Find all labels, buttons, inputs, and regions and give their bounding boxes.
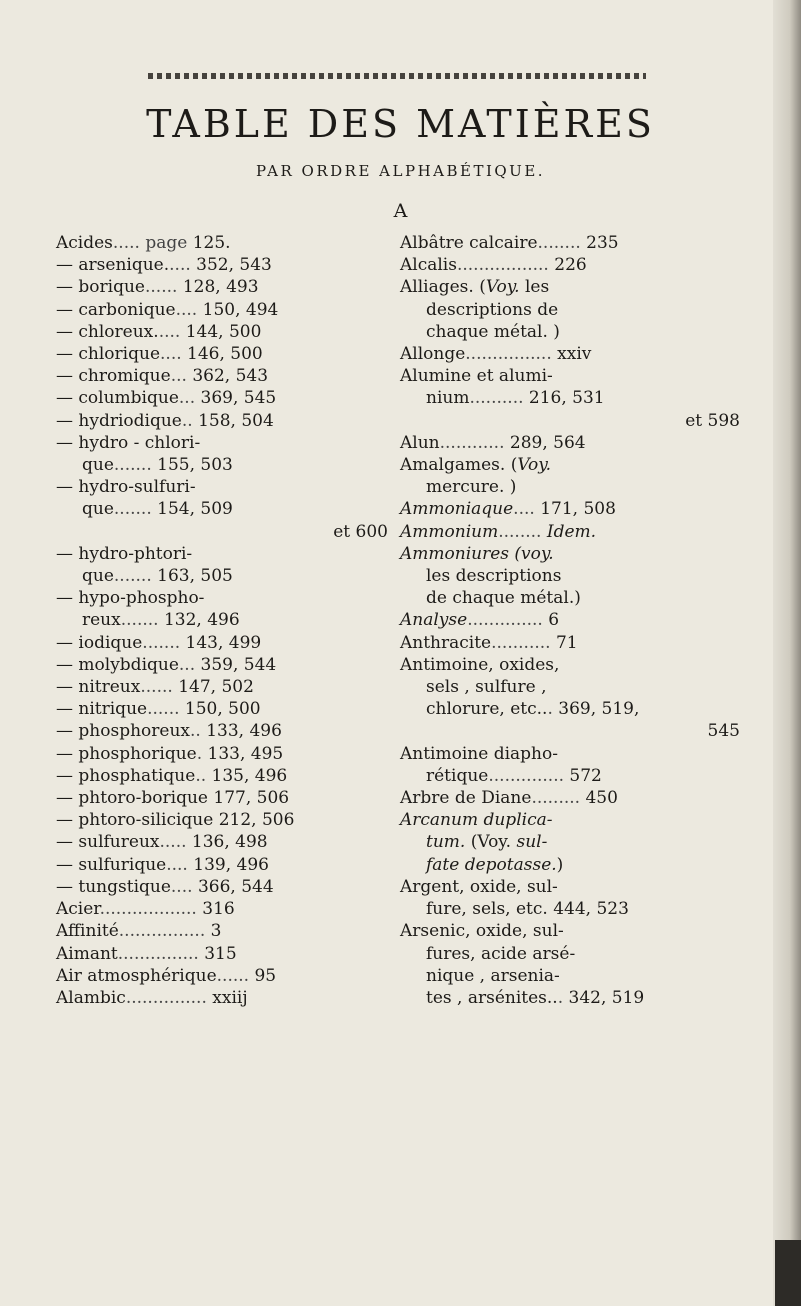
- entry-label: Acier: [56, 899, 100, 920]
- entry-pages: et 600: [333, 521, 388, 542]
- entry-pages: 125.: [192, 233, 231, 253]
- entry-label: ): [556, 854, 564, 875]
- index-entry: [400, 609, 740, 631]
- entry-label: — nitreux: [56, 677, 141, 698]
- index-entry: [56, 432, 388, 454]
- index-column-left: [56, 232, 388, 1009]
- entry-label: chlorure, etc..: [426, 699, 548, 720]
- index-entry: [400, 410, 740, 432]
- dot-leader: ...........: [491, 632, 551, 653]
- entry-label: Amalgames. (: [400, 455, 518, 476]
- index-entry: [56, 831, 388, 853]
- entry-label: les descriptions: [426, 566, 562, 587]
- entry-pages: 147, 502: [178, 677, 254, 698]
- index-entry: [56, 898, 388, 920]
- entry-label: Alumine et alumi-: [400, 366, 553, 387]
- dot-leader: ....: [513, 499, 535, 520]
- index-entry: [56, 965, 388, 987]
- dot-leader: .: [196, 743, 203, 764]
- entry-label: fure, sels, etc.: [426, 899, 548, 920]
- dot-leader: .......: [113, 499, 152, 520]
- dot-leader: ........: [498, 521, 542, 542]
- index-entry: [400, 299, 740, 321]
- entry-label: — molybdique: [56, 654, 179, 675]
- entry-pages: 359, 544: [200, 654, 277, 675]
- entry-label: Alcalis: [400, 255, 457, 276]
- page-edge: [773, 0, 801, 1306]
- index-entry: [56, 476, 388, 498]
- entry-label: Affinité: [56, 921, 119, 942]
- entry-label: chaque métal. ): [426, 321, 560, 342]
- entry-label: sels , sulfure ,: [426, 677, 547, 698]
- entry-pages: 136, 498: [191, 832, 268, 853]
- index-entry: [56, 743, 388, 765]
- entry-pages: 171, 508: [540, 499, 616, 520]
- entry-label: — phosphatique: [56, 765, 196, 786]
- entry-pages: 369, 519,: [558, 699, 640, 720]
- entry-pages: 369, 545: [200, 388, 277, 409]
- entry-pages: 315: [204, 943, 237, 964]
- entry-pages: 144, 500: [185, 321, 262, 342]
- entry-label: (voy.: [509, 543, 554, 564]
- entry-label: fures, acide arsé-: [426, 943, 576, 964]
- index-entry: [400, 876, 740, 898]
- dot-leader: ..... page: [112, 233, 188, 253]
- index-entry: [400, 521, 740, 543]
- index-entry: [56, 609, 388, 631]
- entry-pages: 158, 504: [198, 410, 274, 431]
- entry-label: Alun: [400, 432, 440, 453]
- dot-leader: .......: [120, 610, 159, 631]
- entry-label: Alliages. (: [400, 277, 486, 298]
- page-title: TABLE DES MATIÈRES: [146, 102, 655, 146]
- entry-pages: 3: [210, 921, 222, 942]
- dot-leader: ...............: [117, 943, 199, 964]
- index-entry: [400, 720, 740, 742]
- dot-leader: .......: [142, 632, 181, 653]
- entry-label: Air atmosphérique: [56, 965, 217, 986]
- entry-label: Aimant: [56, 943, 118, 964]
- index-entry: [56, 854, 388, 876]
- dot-leader: ................: [465, 344, 552, 365]
- entry-pages: 71: [555, 632, 578, 653]
- index-entry: [56, 787, 388, 809]
- entry-label: — sulfureux: [56, 832, 160, 853]
- entry-label: rétique: [426, 765, 489, 786]
- index-entry: [56, 410, 388, 432]
- index-entry: [56, 232, 388, 254]
- index-entry: [56, 587, 388, 609]
- entry-label: — iodique: [56, 632, 143, 653]
- index-entry: [400, 920, 740, 942]
- entry-pages: 444, 523: [553, 899, 629, 920]
- index-entry: [56, 521, 388, 543]
- index-entry: [400, 232, 740, 254]
- index-entry: [400, 632, 740, 654]
- entry-label: — phosphoreux: [56, 721, 190, 742]
- dot-leader: ......: [140, 677, 173, 698]
- dot-leader: ..: [189, 721, 201, 742]
- index-entry: [56, 276, 388, 298]
- entry-pages: 289, 564: [509, 432, 586, 453]
- index-entry: [56, 765, 388, 787]
- dot-leader: .: [557, 987, 564, 1008]
- dot-leader: .....: [159, 832, 187, 853]
- index-entry: [56, 720, 388, 742]
- entry-pages: 342, 519: [568, 987, 645, 1008]
- dot-leader: ...: [178, 388, 196, 409]
- index-entry: [56, 654, 388, 676]
- entry-pages: 133, 496: [206, 721, 282, 742]
- index-entry: [56, 254, 388, 276]
- entry-pages: 6: [548, 610, 560, 631]
- index-entry: [400, 276, 740, 298]
- dot-leader: ...: [170, 366, 187, 387]
- entry-label: Arcanum duplica-: [400, 810, 553, 831]
- dot-leader: ...............: [125, 987, 207, 1008]
- entry-pages: 352, 543: [196, 255, 272, 276]
- index-entry: [56, 809, 388, 831]
- dot-leader: ..........: [469, 388, 524, 409]
- index-entry: [400, 343, 740, 365]
- entry-label: Acides: [56, 233, 113, 253]
- index-entry: [400, 432, 740, 454]
- entry-label: nium: [426, 388, 470, 409]
- index-entry: [400, 321, 740, 343]
- entry-pages: 177, 506: [213, 788, 290, 809]
- index-entry: [56, 365, 388, 387]
- entry-label: — phtoro-borique: [56, 788, 208, 809]
- dot-leader: .................: [456, 255, 549, 276]
- entry-pages: 572: [569, 765, 602, 786]
- dot-leader: ....: [169, 255, 191, 276]
- entry-pages: 150, 494: [202, 299, 279, 320]
- binding-shadow: [775, 1240, 801, 1306]
- index-entry: [56, 565, 388, 587]
- entry-label: Analyse: [400, 610, 468, 631]
- index-entry: [56, 454, 388, 476]
- entry-pages: 212, 506: [218, 810, 295, 831]
- entry-label: Anthracite: [400, 632, 492, 653]
- entry-label: Voy.: [485, 277, 520, 298]
- entry-pages: 154, 509: [157, 499, 233, 520]
- dot-leader: ................: [118, 921, 206, 942]
- index-entry: [56, 943, 388, 965]
- index-entry: [56, 498, 388, 520]
- entry-label: tes , arsénites..: [426, 987, 558, 1008]
- entry-label: — chromique: [56, 366, 171, 387]
- index-entry: [56, 676, 388, 698]
- entry-label: que: [82, 566, 114, 587]
- entry-pages: 316: [202, 899, 235, 920]
- entry-label: que: [82, 455, 114, 476]
- entry-label: reux: [82, 610, 121, 631]
- entry-label: — tungstique: [56, 876, 171, 897]
- entry-label: Allonge: [400, 344, 466, 365]
- entry-pages: 150, 500: [184, 699, 261, 720]
- dot-leader: ..................: [99, 899, 197, 920]
- dot-leader: ....: [160, 344, 182, 365]
- dot-leader: ..: [195, 765, 207, 786]
- entry-label: — hypo-phospho-: [56, 588, 205, 609]
- entry-pages: 128, 493: [182, 277, 259, 298]
- entry-label: Arsenic, oxide, sul-: [400, 921, 564, 942]
- index-entry: [400, 365, 740, 387]
- entry-pages: 216, 531: [528, 388, 605, 409]
- index-entry: [56, 299, 388, 321]
- index-entry: [400, 787, 740, 809]
- index-entry: [56, 987, 388, 1009]
- dot-leader: ..............: [467, 610, 543, 631]
- decorative-rule: [148, 70, 646, 82]
- entry-pages: 146, 500: [187, 344, 263, 365]
- entry-label: de chaque métal.): [426, 588, 581, 609]
- dot-leader: ............: [439, 432, 505, 453]
- index-entry: [400, 498, 740, 520]
- dot-leader: ....: [170, 876, 193, 897]
- entry-label: — sulfurique: [56, 854, 167, 875]
- index-entry: [56, 543, 388, 565]
- entry-label: Antimoine, oxides,: [400, 654, 560, 675]
- entry-label: — carbonique: [56, 299, 176, 320]
- dot-leader: ....: [158, 321, 181, 342]
- entry-label: — nitrique: [56, 699, 148, 720]
- entry-label: — columbique: [56, 388, 179, 409]
- entry-pages: 226: [554, 255, 587, 276]
- index-entry: [400, 743, 740, 765]
- entry-label: Albâtre calcaire: [400, 233, 538, 253]
- dot-leader: ....: [166, 854, 188, 875]
- entry-pages: 362, 543: [192, 366, 269, 387]
- index-entry: [56, 920, 388, 942]
- index-entry: [400, 676, 740, 698]
- entry-pages: 235: [586, 233, 619, 253]
- index-entry: [400, 698, 740, 720]
- index-entry: [400, 254, 740, 276]
- index-entry: [400, 965, 740, 987]
- entry-pages: 135, 496: [211, 765, 288, 786]
- entry-label: Arbre de Diane: [400, 788, 532, 809]
- entry-pages: xxiij: [212, 987, 248, 1008]
- index-entry: [400, 987, 740, 1009]
- index-entry: [56, 876, 388, 898]
- entry-pages: 139, 496: [193, 854, 269, 875]
- index-entry: [56, 632, 388, 654]
- entry-pages: 366, 544: [197, 876, 274, 897]
- dot-leader: ......: [144, 277, 178, 298]
- entry-pages: Idem.: [546, 521, 597, 542]
- index-entry: [400, 654, 740, 676]
- entry-pages: et 598: [685, 410, 740, 431]
- entry-pages: 163, 505: [157, 566, 233, 587]
- dot-leader: ....: [175, 299, 198, 320]
- entry-pages: 95: [254, 965, 277, 986]
- entry-pages: xxiv: [557, 344, 592, 365]
- entry-pages: 143, 499: [185, 632, 262, 653]
- index-entry: [56, 387, 388, 409]
- dot-leader: ......: [216, 965, 250, 986]
- index-entry: [400, 765, 740, 787]
- dot-leader: ......: [147, 699, 180, 720]
- entry-label: (Voy.: [465, 832, 517, 853]
- entry-label: — hydriodique: [56, 410, 182, 431]
- entry-label: sul-: [516, 832, 548, 853]
- entry-label: — chloreux.: [56, 321, 159, 342]
- entry-label: que: [82, 499, 114, 520]
- entry-pages: 545: [707, 721, 740, 742]
- entry-label: — phtoro-silicique: [56, 810, 214, 831]
- index-entry: [400, 476, 740, 498]
- entry-label: Argent, oxide, sul-: [400, 876, 558, 897]
- dot-leader: ..: [181, 410, 193, 431]
- dot-leader: ...: [178, 654, 196, 675]
- index-entry: [56, 343, 388, 365]
- index-column-right: [400, 232, 740, 1009]
- entry-label: Antimoine diapho-: [400, 743, 558, 764]
- index-entry: [400, 831, 740, 853]
- entry-label: Voy.: [517, 455, 552, 476]
- index-entry: [400, 587, 740, 609]
- entry-label: — chlorique: [56, 344, 161, 365]
- entry-label: Ammonium: [400, 521, 499, 542]
- entry-label: — borique: [56, 277, 145, 298]
- entry-label: — hydro-sulfuri-: [56, 477, 196, 498]
- entry-label: mercure. ): [426, 477, 517, 498]
- entry-label: — hydro-phtori-: [56, 543, 193, 564]
- index-entry: [400, 898, 740, 920]
- page-subtitle: PAR ORDRE ALPHABÉTIQUE.: [255, 162, 546, 180]
- index-entry: [400, 454, 740, 476]
- dot-leader: ..............: [488, 765, 565, 786]
- dot-leader: .........: [531, 788, 581, 809]
- index-entry: [400, 854, 740, 876]
- dot-leader: .......: [113, 455, 152, 476]
- entry-label: fate depotasse.: [426, 854, 557, 875]
- entry-label: nique , arsenia-: [426, 965, 560, 986]
- entry-pages: 132, 496: [163, 610, 240, 631]
- index-entry: [56, 698, 388, 720]
- entry-label: — arsenique.: [56, 255, 170, 276]
- dot-leader: .: [547, 699, 553, 720]
- index-entry: [400, 543, 740, 565]
- index-entry: [400, 809, 740, 831]
- index-entry: [400, 943, 740, 965]
- entry-label: les: [519, 277, 550, 298]
- section-letter: A: [393, 200, 408, 222]
- entry-label: Alambic: [56, 987, 126, 1008]
- entry-pages: 133, 495: [207, 743, 284, 764]
- entry-label: tum.: [426, 832, 466, 853]
- dot-leader: .......: [113, 566, 152, 587]
- entry-pages: 155, 503: [157, 455, 233, 476]
- entry-pages: 450: [585, 788, 618, 809]
- entry-label: Ammoniures: [400, 543, 509, 564]
- entry-label: — hydro - chlori-: [56, 432, 201, 453]
- entry-label: — phosphorique: [56, 743, 197, 764]
- dot-leader: ........: [537, 233, 581, 253]
- entry-label: Ammoniaque: [400, 499, 514, 520]
- index-entry: [400, 565, 740, 587]
- entry-label: descriptions de: [426, 299, 559, 320]
- index-entry: [56, 321, 388, 343]
- index-entry: [400, 387, 740, 409]
